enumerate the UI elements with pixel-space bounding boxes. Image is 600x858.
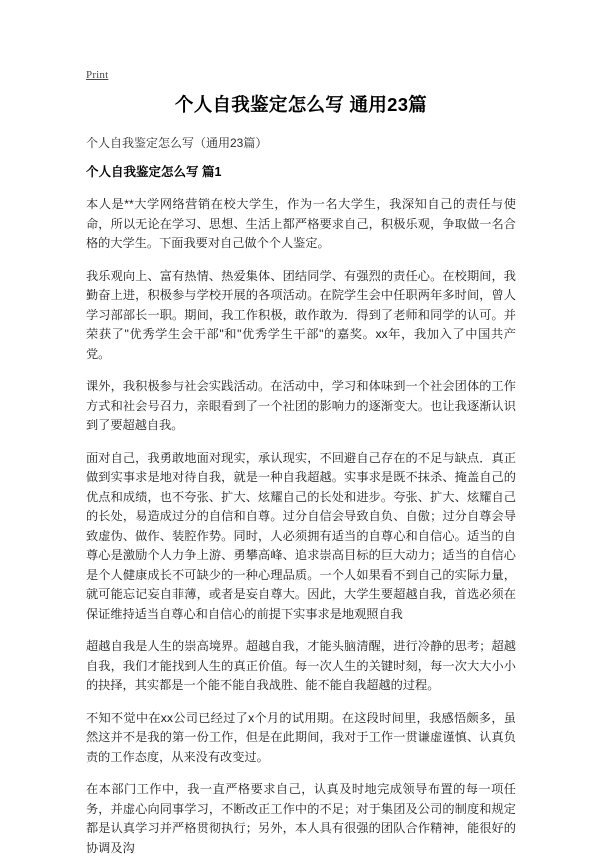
document-body bbox=[86, 195, 516, 858]
section-heading: 个人自我鉴定怎么写 篇1 bbox=[86, 165, 222, 179]
page-title: 个人自我鉴定怎么写 通用23篇 bbox=[174, 94, 428, 115]
body-paragraph: 本人是**大学网络营销在校大学生，作为一名大学生，我深知自己的责任与使命，所以无论在学习、思想、生活上都严格要求自己，积极乐观，争取做一名合格的大学生。下面我要对自己做个个人鉴定。 bbox=[86, 197, 516, 250]
document-subtitle: 个人自我鉴定怎么写（通用23篇） bbox=[86, 136, 268, 150]
document-content bbox=[86, 92, 516, 858]
print-link[interactable]: Print bbox=[86, 69, 109, 81]
body-paragraph: 在本部门工作中，我一直严格要求自己，认真及时地完成领导布置的每一项任务，并虚心向同事学习，不断改正工作中的不足；对于集团及公司的制度和规定都是认真学习并严格贯彻执行；另外，本人具有很强的团队合作精神，能很好的协调及沟 bbox=[86, 782, 516, 855]
body-paragraph: 我乐观向上、富有热情、热爱集体、团结同学、有强烈的责任心。在校期间，我勤奋上进，积极参与学校开展的各项活动。在院学生会中任职两年多时间，曾人学习部部长一职。期间，我工作积极，敢作敢为．得到了老师和同学的认可。并荣获了"优秀学生会干部"和"优秀学生干部"的嘉奖。xx年，我加入了中国共产党。 bbox=[86, 268, 516, 361]
body-paragraph: 课外，我积极参与社会实践活动。在活动中，学习和体味到一个社会团体的工作方式和社会号召力，亲眼看到了一个社团的影响力的逐渐变大。也让我逐渐认识到了要超越自我。 bbox=[86, 379, 516, 432]
body-paragraph: 面对自己，我勇敢地面对现实，承认现实，不回避自己存在的不足与缺点．真正做到实事求是地对待自我，就是一种自我超越。实事求是既不抹杀、掩盖自己的优点和成绩，也不夸张、扩大、炫耀自己的长处和进步。夸张、扩大、炫耀自己的长处，易造成过分的自信和自尊。过分自信会导致自负、自傲；过分自尊会导致虚伪、做作、装腔作势。同时，人必须拥有适当的自尊心和自信心。适当的自尊心是激励个人力争上游、勇攀高峰、追求崇高目标的巨大动力；适当的自信心是个人健康成长不可缺少的一种心理品质。一个人如果看不到自己的实际力量，就可能忘记妄自菲薄，或者是妄自尊大。因此，大学生要超越自我，首选必须在保证维持适当自尊心和自信心的前提下实事求是地观照自我 bbox=[86, 450, 516, 621]
body-paragraph: 超越自我是人生的崇高境界。超越自我，才能头脑清醒，进行冷静的思考；超越自我，我们才能找到人生的真正价值。每一次人生的关键时刻，每一次大大小小的抉择，其实都是一个能不能自我战胜、能不能自我超越的过程。 bbox=[86, 639, 516, 692]
body-paragraph: 不知不觉中在xx公司已经过了x个月的试用期。在这段时间里，我感悟颇多，虽然这并不是我的第一份工作，但是在此期间，我对于工作一贯谦虚谨慎、认真负责的工作态度，从来没有改变过。 bbox=[86, 710, 516, 764]
